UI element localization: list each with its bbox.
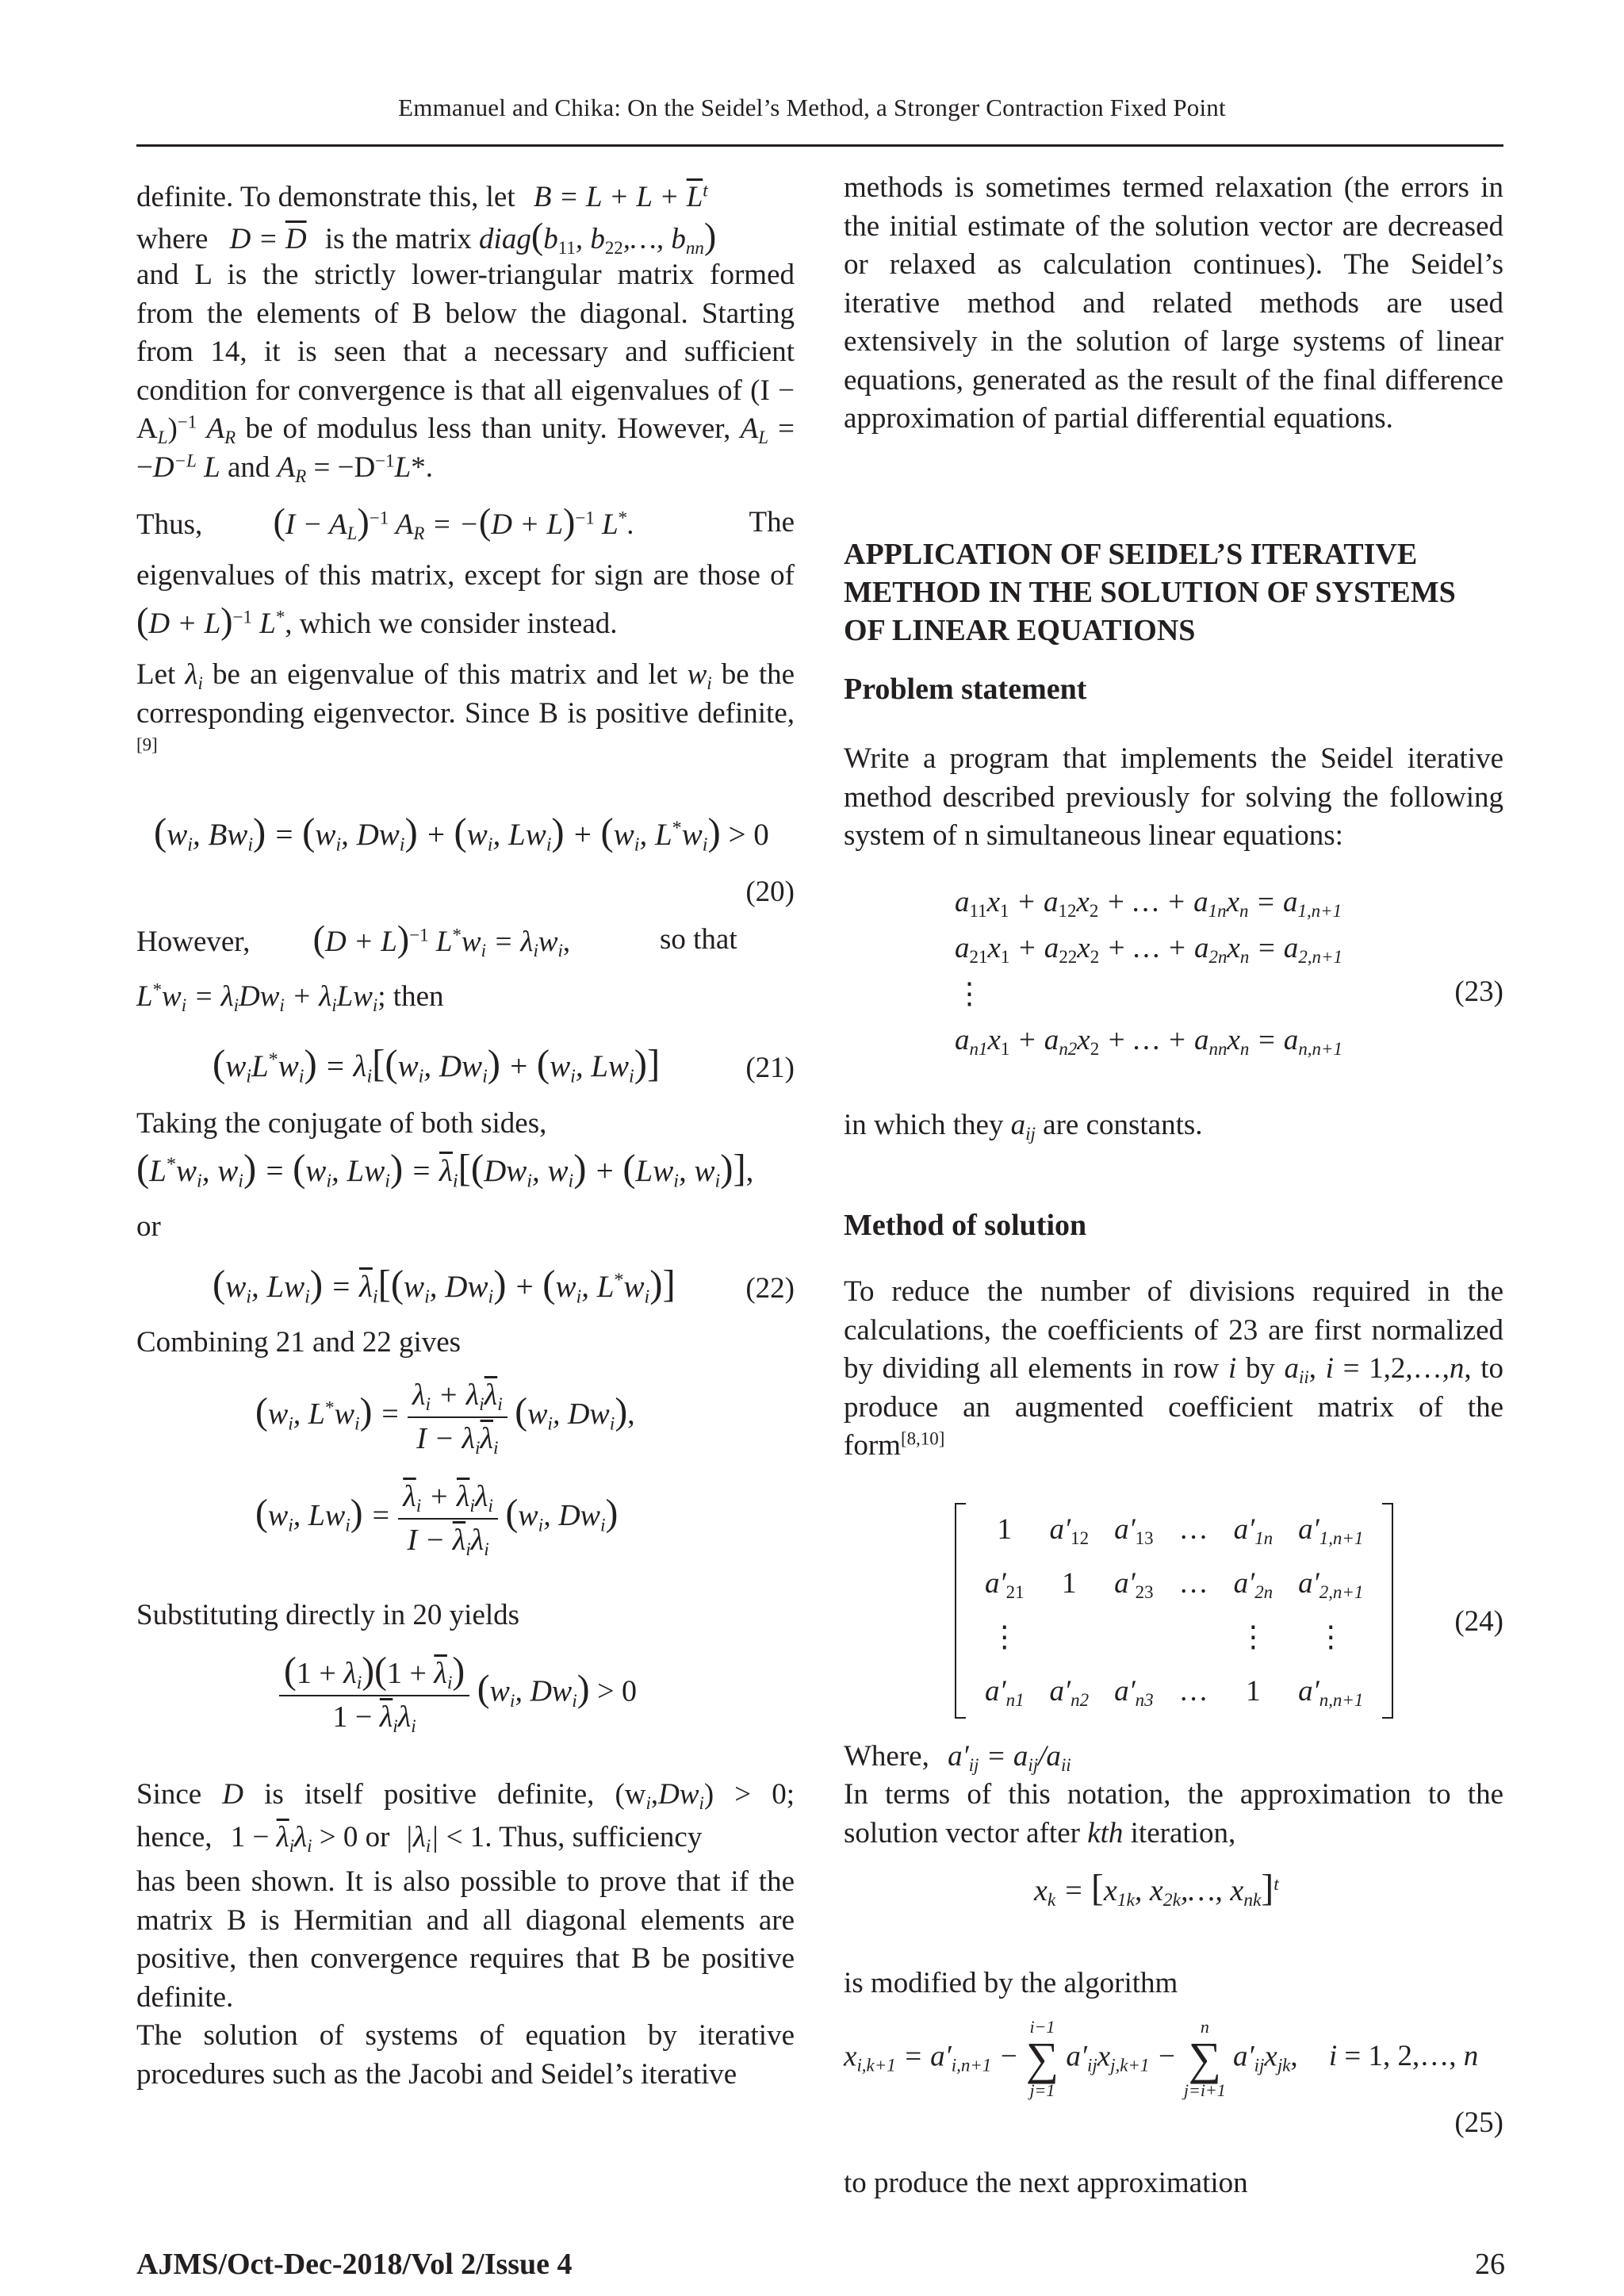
text-span: be of modulus less than unity. However, xyxy=(245,412,731,445)
text-span: and xyxy=(227,450,270,484)
section-heading: APPLICATION OF SEIDEL’S ITERATIVE METHOD IN THE SOLUTION OF SYSTEMS OF LINEAR EQUATIONS xyxy=(844,538,1456,647)
eq-21-number: (21) xyxy=(745,1052,795,1084)
text-span: However, xyxy=(136,926,251,958)
text-span: Where, xyxy=(844,1740,929,1773)
text-span: so that xyxy=(660,923,737,956)
eq-combined-1: ($w_i$, $L^*w_i$) = $\frac{\lambda_i + \lambda_i\overline{\lambda}_i}{I - \lambda_i\overline{\lambda}_i}$ ($w_i$, $Dw_i$), xyxy=(255,1376,635,1458)
left-p4: has been shown. It is also possible to prove that if the matrix B is Hermitian and all diagonal elements are positive, then convergence requires that B be positive definite. xyxy=(136,1865,795,2014)
eq-20-number: (20) xyxy=(745,876,795,908)
citation: [8,10] xyxy=(900,1428,945,1449)
left-p1-body: and L is the strictly lower-triangular matrix formed from the elements of B below the diagonal. Starting from 14, it is seen that a necessary and sufficient condition for convergence is that all eigenvalues of $(I - A_L)^{-1}$ $A_R$ be of modulus less than unity. However, $A_L = -D^{-L}$ L and $A_R = -D^{-1}L*$. xyxy=(136,259,795,486)
text-span: hence, xyxy=(136,1821,213,1853)
right-where: Where, $a'_{ij} = a_{ij}/a_{ii}$ xyxy=(844,1740,1071,1775)
left-lower xyxy=(136,1265,795,2296)
eq-23-system: $a_{11}x_1 + a_{12}x_2$ + … + $a_{1n}x_n = a_{1,n+1}$ $a_{21}x_1 + a_{22}x_2$ + … + $a_{2n}x_n = a_{2,n+1}$ ⋮ $a_{n1}x_1 + a_{n2}x_2$ + … + $a_{nn}x_n = a_{n,n+1}$ xyxy=(955,886,1342,1059)
right-produce: to produce the next approximation xyxy=(844,2167,1248,2199)
eq-24-matrix: 1 $a'_{12}$ $a'_{13}$ … $a'_{1n}$ $a'_{1,n+1}$ $a'_{21}$ 1 $a'_{23}$ … $a'_{2n}$ $a'_{2,n+1}$ ⋮ ⋮ ⋮ $a'_{n1}$ $a'_{n2}$ $a'_{n3}$ … 1 $a'_{n,n+1}$ xyxy=(955,1503,1393,1730)
left-however: However, $(D + L)^{-1}$ $L^*w_i = \lambda_iw_i$, so that xyxy=(136,919,737,960)
running-title: Emmanuel and Chika: On the Seidel’s Method, a Stronger Contraction Fixed Point xyxy=(398,94,1226,121)
footer-page-number: 26 xyxy=(1475,2248,1505,2281)
text-span: are constants. xyxy=(1043,1109,1203,1141)
text-span: Let xyxy=(136,658,176,691)
text-span: definite. To demonstrate this, let xyxy=(136,181,515,213)
eq-thus: $(I - A_L)^{-1}$ $A_R = -(D + L)^{-1}$ L*. xyxy=(273,502,635,543)
left-p5: The solution of systems of equation by iterative procedures such as the Jacobi and Seidel’s iterative xyxy=(136,2019,795,2091)
eq-xk: $x_k = [x_{1k}$, $x_{2k},\dots$, $x_{nk}]^t$ xyxy=(1034,1868,1279,1911)
left-p3: Let $\lambda_i$ be an eigenvalue of this matrix and let $w_i$ be the corresponding eigenvector. Since B is positive definite,[9] xyxy=(136,658,795,755)
text-span: = 1,2,…, xyxy=(1342,1352,1450,1385)
left-combining: Combining 21 and 22 gives xyxy=(136,1326,462,1359)
right-p3: in which they $a_{ij}$ are constants. xyxy=(844,1109,1203,1144)
header-rule xyxy=(136,144,1503,147)
text-span: ; then xyxy=(377,980,444,1013)
text-span: . Thus, sufficiency xyxy=(485,1821,703,1853)
eq-22-body: ($w_i$, $Lw_i) = \overline{\lambda}_i[(w_i$, $Dw_i) + (w_i$, $L^*w_i$)] xyxy=(213,1263,676,1308)
eq-21-body: $(w_iL^*w_i) = \lambda_i[(w_i$, $Dw_i) + (w_i$, $Lw_i$)] xyxy=(213,1042,661,1087)
eq-25-body: $x_{i,k+1} = a'_{i,n+1}$ − i−1 ∑ j=1 $a'_{ij}x_{j,k+1}$ − n ∑ j=i+1 $a'_{ij}x_{jk}$, i = 1, 2,…, n xyxy=(844,2017,1479,2100)
text-span: in which they xyxy=(844,1109,1004,1141)
left-p1-line2 xyxy=(136,218,716,259)
right-p2: Write a program that implements the Seidel iterative method described previously for solving the following system of n simultaneous linear equations: xyxy=(844,742,1503,852)
left-hence: hence, $1 - \overline{\lambda}_i\lambda_i > 0$ or $|\lambda_i| < 1$. Thus, sufficiency xyxy=(136,1821,703,1856)
eq-25-number: (25) xyxy=(1454,2106,1503,2139)
eq-conj-body: ($L^*w_i$, $w_i) = (w_i$, $Lw_i) = \overline{\lambda}_i[(Dw_i$, $w_i) + (Lw_i$, $w_i$)], xyxy=(136,1147,754,1192)
text-span: In terms of this notation, the approximation to the solution vector after xyxy=(844,1778,1503,1849)
problem-statement-heading: Problem statement xyxy=(844,673,1087,706)
text-span: where xyxy=(136,223,209,255)
left-thus-line xyxy=(136,504,795,545)
left-conj: Taking the conjugate of both sides, xyxy=(136,1107,547,1140)
citation: [9] xyxy=(136,734,158,755)
left-column xyxy=(136,163,795,2296)
eq-substituted: $\frac{(1 + \lambda_i)(1 + \overline{\lambda}_i)}{1 - \overline{\lambda}_i\lambda_i}$ ($w_i$, $Dw_i) > 0$ xyxy=(279,1652,637,1736)
left-or: or xyxy=(136,1210,161,1243)
text-span: kth xyxy=(1087,1816,1124,1849)
text-span: ) > 0; xyxy=(703,1778,795,1811)
right-p1: methods is sometimes termed relaxation (the errors in the initial estimate of the solution vector are decreased or relaxed as calculation continues). The Seidel’s iterative method and related methods are used extensively in the solution of large systems of linear equations, generated as the result of the final difference approximation of partial differential equations. xyxy=(844,171,1503,435)
text-span: , which we consider instead. xyxy=(285,608,618,640)
text-span: is the matrix xyxy=(324,223,472,255)
eq-diag: $diag(b_{11}$, $b_{22},\dots$, $b_{nn}$) xyxy=(479,217,717,258)
text-span: or xyxy=(365,1821,390,1853)
text-span: To reduce the number of divisions required in the calculations, the coefficients of 23 are first normalized by dividing all elements in row xyxy=(844,1275,1503,1385)
eq-20-body: ($w_i$, $Bw_i) = (w_i$, $Dw_i) + (w_i$, $Lw_i) + (w_i$, $L^*w_i) > 0$ xyxy=(154,811,769,856)
text-span: and L is the strictly lower-triangular matrix formed from the elements of B below the diagonal. Starting from 14, it is seen that a necessary and sufficient condition for convergence is that all eigenvalues of (I − A xyxy=(136,259,795,445)
text-span: Thus, xyxy=(136,508,203,541)
eq-d-def: $D = \overline{D}$ xyxy=(229,223,307,255)
text-span: eigenvalues of this matrix, except for sign are those of xyxy=(136,559,795,592)
footer-journal: AJMS/Oct-Dec-2018/Vol 2/Issue 4 xyxy=(136,2248,573,2281)
right-p4: To reduce the number of divisions required in the calculations, the coefficients of 23 are first normalized by dividing all elements in row i by $a_{ii}$, i = 1,2,…,n, to produce an augmented coefficient matrix of the form[8,10] xyxy=(844,1275,1504,1462)
left-upper xyxy=(136,163,795,1265)
text-span: , to produce an augmented coefficient matrix of the form xyxy=(844,1352,1504,1462)
text-span: The xyxy=(749,506,795,539)
eq-23-number: (23) xyxy=(1454,976,1503,1008)
right-p5 xyxy=(844,1776,1503,1853)
left-substituting: Substituting directly in 20 yields xyxy=(136,1599,520,1631)
right-modified: is modified by the algorithm xyxy=(844,1967,1178,1999)
text-span: is itself positive definite, (w xyxy=(264,1778,646,1811)
left-since: Since D is itself positive definite, $(w_i,Dw_i) > 0$; xyxy=(136,1778,795,1813)
left-p2: eigenvalues of this matrix, except for sign are those of $(D + L)^{-1}$ L*, which we consider instead. xyxy=(136,559,795,642)
text-span: Since xyxy=(136,1778,202,1811)
eq-combined-2: ($w_i$, $Lw_i$) = $\frac{\overline{\lambda}_i + \overline{\lambda}_i\lambda_i}{I - \overline{\lambda}_i\lambda_i}$ ($w_i$, $Dw_i$) xyxy=(255,1478,618,1559)
text-span: by xyxy=(1245,1352,1275,1385)
eq-22-number: (22) xyxy=(745,1272,795,1305)
method-of-solution-heading: Method of solution xyxy=(844,1209,1087,1242)
text-span: ) xyxy=(167,412,178,445)
eq-b-def: $B = L + L + \overline{L}^t$ xyxy=(533,180,708,213)
text-span: be an eigenvalue of this matrix and let xyxy=(213,658,678,691)
text-span: be the corresponding eigenvector. Since B is positive definite, xyxy=(136,658,795,730)
text-span: iteration, xyxy=(1130,1816,1236,1849)
eq-24-number: (24) xyxy=(1454,1605,1503,1638)
left-p1-line1 xyxy=(136,178,708,217)
left-lstar-line: $L^*w_i = \lambda_iDw_i + \lambda_iLw_i$; then xyxy=(136,979,444,1015)
